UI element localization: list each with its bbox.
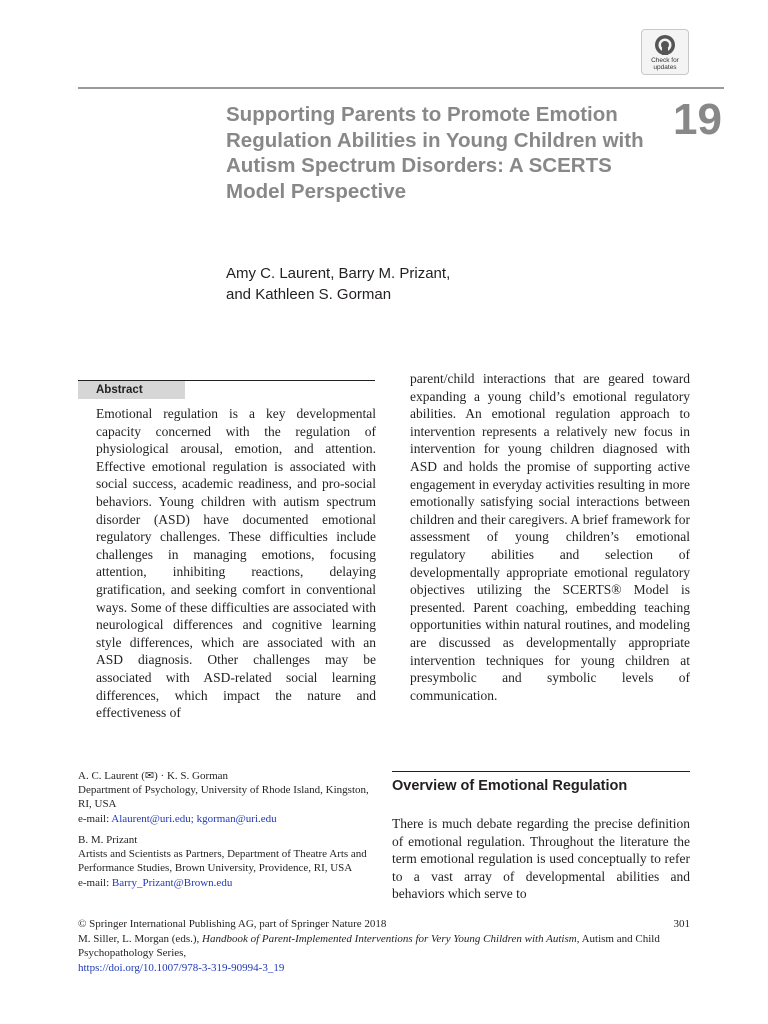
chapter-number: 19 <box>673 95 722 144</box>
doi-link[interactable]: https://doi.org/10.1007/978-3-319-90994-3_19 <box>78 961 285 974</box>
header-rule <box>78 87 724 89</box>
affiliation-department: Artists and Scientists as Partners, Department of Theatre Arts and Performance Studies, Brown University, Providence, RI, USA <box>78 848 367 875</box>
affiliation-names: B. M. Prizant <box>78 834 138 846</box>
affiliation-prizant <box>78 833 378 890</box>
copyright-line: © Springer International Publishing AG, part of Springer Nature 2018 <box>78 918 387 930</box>
chapter-title: Supporting Parents to Promote Emotion Regulation Abilities in Young Children with Autism Spectrum Disorders: A SCERTS Model Perspective <box>226 103 644 203</box>
book-title: Handbook of Parent-Implemented Interventions for Very Young Children with Autism <box>202 932 577 945</box>
authors-line-2: and Kathleen S. Gorman <box>226 286 392 303</box>
abstract-text-right: parent/child interactions that are geared toward expanding a young child’s emotional regulatory abilities. An emotional regulation approach to intervention represents a relatively new focus in intervention for young children diagnosed with ASD and holds the promise of supporting active engagement in everyday activities resulting in more emotionally satisfying social interactions between children and their caregivers. A brief framework for assessment of young children’s emotional regulatory abilities and selection of developmentally appropriate emotional regulatory objectives utilizing the SCERTS® Model is presented. Parent coaching, embedding teaching opportunities within natural routines, and modeling are discussed as developmentally appropriate intervention techniques for young children at presymbolic and symbolic levels of communication. <box>410 371 690 703</box>
abstract-text-left: Emotional regulation is a key developmental capacity concerned with the regulation of physiological arousal, emotion, and attention. Effective emotional regulation is associated with social success, academic readiness, and pro-social behaviors. Young children with autism spectrum disorder (ASD) have documented emotional regulatory challenges. These difficulties include challenges in managing emotions, focusing attention, inhibiting reactions, delaying gratification, and seeking comfort in conventional ways. Some of these difficulties are associated with neurological differences and cognitive learning style differences, which are associated with an ASD diagnosis. Other challenges may be associated with ASD-related social learning differences, which impact the nature and effectiveness of <box>96 406 376 721</box>
section-rule <box>392 771 690 772</box>
section-body: There is much debate regarding the precise definition of emotional regulation. Throughout the literature the term emotional regulation is used conceptually to refer to a vast array of developmental abilities and behaviors which serve to <box>392 816 690 902</box>
affiliation-laurent-gorman <box>78 769 378 826</box>
section-heading: Overview of Emotional Regulation <box>392 778 628 794</box>
page-footer <box>78 917 690 975</box>
page-number: 301 <box>673 918 690 930</box>
check-for-updates-badge[interactable] <box>641 29 689 75</box>
crossmark-icon <box>654 34 676 56</box>
affiliation-department: Department of Psychology, University of Rhode Island, Kingston, RI, USA <box>78 784 369 811</box>
affiliation-email-line: e-mail: Alaurent@uri.edu; kgorman@uri.edu <box>78 812 277 825</box>
check-for-updates-label: Check for updates <box>651 57 679 71</box>
email-link[interactable]: Barry_Prizant@Brown.edu <box>111 876 233 889</box>
abstract-label: Abstract <box>78 381 185 399</box>
authors-line-1: Amy C. Laurent, Barry M. Prizant, <box>226 265 451 282</box>
affiliation-email-line: e-mail: Barry_Prizant@Brown.edu <box>78 876 233 889</box>
authors <box>226 263 586 305</box>
citation: M. Siller, L. Morgan (eds.), Handbook of Parent-Implemented Interventions for Very Young Children with Autism, Autism and Child Psychopathology Series, <box>78 932 660 959</box>
email-link[interactable]: Alaurent@uri.edu; kgorman@uri.edu <box>111 812 277 825</box>
affiliation-names: A. C. Laurent (✉) · K. S. Gorman <box>78 770 229 782</box>
